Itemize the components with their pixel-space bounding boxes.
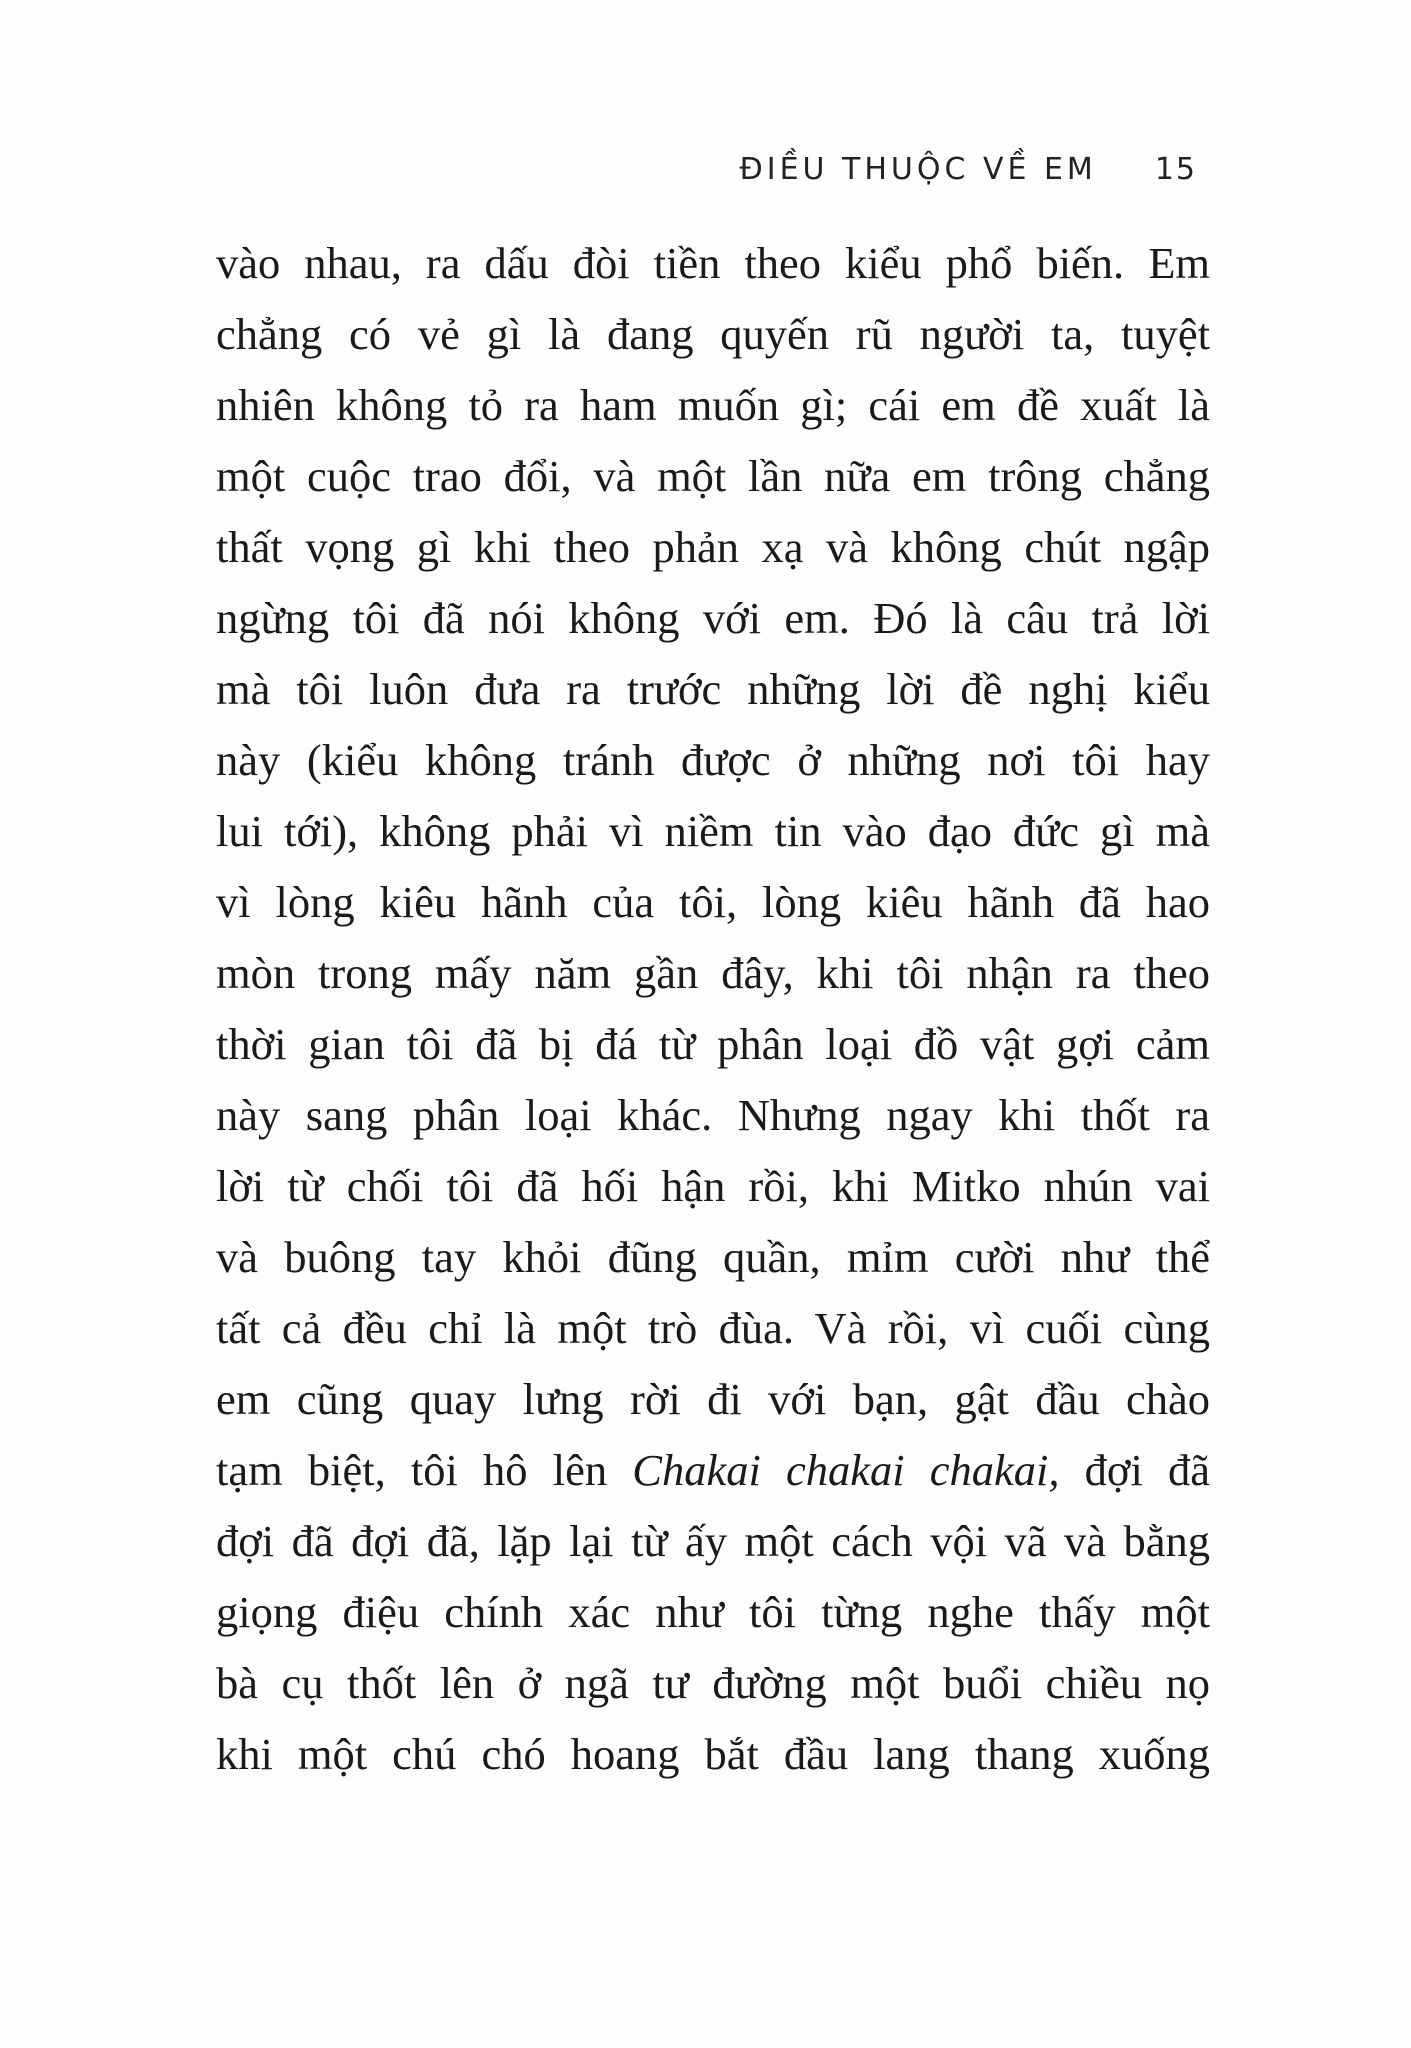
body-text [216,228,1210,1790]
text-line: lời từ chối tôi đã hối hận rồi, khi Mitko nhún vai [216,1161,1210,1211]
text-line: chẳng có vẻ gì là đang quyến rũ người ta, tuyệt [216,309,1210,359]
text-line: này sang phân loại khác. Nhưng ngay khi thốt ra [216,1090,1210,1140]
text-line: vào nhau, ra dấu đòi tiền theo kiểu phổ biến. Em [216,238,1210,288]
text-line: lui tới), không phải vì niềm tin vào đạo đức gì mà [216,806,1210,856]
page-number: 15 [1154,152,1197,187]
text-line: bà cụ thốt lên ở ngã tư đường một buổi chiều nọ [216,1658,1210,1708]
text-segment: đợi đã [1059,1445,1210,1495]
text-segment: tạm biệt, tôi hô lên [216,1445,633,1495]
running-header [739,152,1197,187]
text-line: và buông tay khỏi đũng quần, mỉm cười như thể [216,1232,1210,1282]
text-line-with-italic [216,1435,1210,1506]
text-line: khi một chú chó hoang bắt đầu lang thang xuống [216,1729,1210,1779]
text-line: vì lòng kiêu hãnh của tôi, lòng kiêu hãnh đã hao [216,877,1210,927]
italic-phrase: Chakai chakai chakai, [632,1445,1060,1495]
text-line: đợi đã đợi đã, lặp lại từ ấy một cách vội vã và bằng [216,1516,1210,1566]
text-line: tất cả đều chỉ là một trò đùa. Và rồi, vì cuối cùng [216,1303,1210,1353]
text-line: thất vọng gì khi theo phản xạ và không chút ngập [216,522,1210,572]
text-line: một cuộc trao đổi, và một lần nữa em trông chẳng [216,451,1210,501]
text-line: mòn trong mấy năm gần đây, khi tôi nhận ra theo [216,948,1210,998]
text-line: nhiên không tỏ ra ham muốn gì; cái em đề xuất là [216,380,1210,430]
text-line: mà tôi luôn đưa ra trước những lời đề nghị kiểu [216,664,1210,714]
text-line: ngừng tôi đã nói không với em. Đó là câu trả lời [216,593,1210,643]
text-line: thời gian tôi đã bị đá từ phân loại đồ vật gợi cảm [216,1019,1210,1069]
running-title: ĐIỀU THUỘC VỀ EM [739,152,1097,187]
text-line: này (kiểu không tránh được ở những nơi tôi hay [216,735,1210,785]
text-line: em cũng quay lưng rời đi với bạn, gật đầu chào [216,1374,1210,1424]
text-line: giọng điệu chính xác như tôi từng nghe thấy một [216,1587,1210,1637]
